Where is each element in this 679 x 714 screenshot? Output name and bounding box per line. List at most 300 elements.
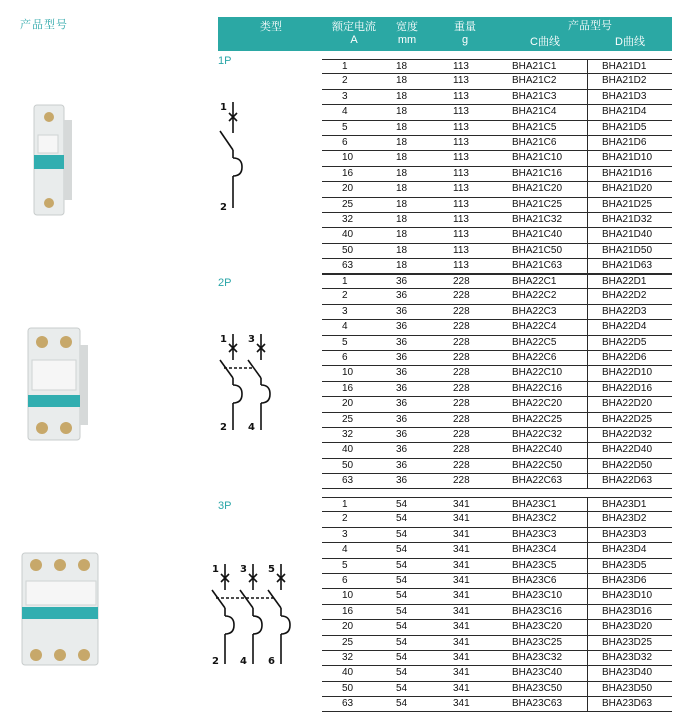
c-curve-model-cell: BHA21C20 — [512, 183, 563, 195]
column-separator — [587, 105, 588, 119]
c-curve-model-cell: BHA22C4 — [512, 321, 557, 333]
rated-current-cell: 5 — [342, 336, 348, 348]
width-cell: 18 — [396, 198, 408, 210]
table-row — [322, 428, 672, 443]
width-cell: 18 — [396, 260, 408, 272]
column-separator — [587, 305, 588, 319]
d-curve-model-cell: BHA22D1 — [602, 276, 647, 287]
c-curve-model-cell: BHA23C63 — [512, 698, 563, 710]
c-curve-model-cell: BHA23C40 — [512, 667, 563, 679]
column-separator — [587, 682, 588, 696]
column-separator — [587, 289, 588, 303]
rated-current-cell: 16 — [342, 605, 354, 617]
width-cell: 54 — [396, 574, 408, 586]
c-curve-model-cell: BHA23C25 — [512, 636, 563, 648]
weight-cell: 228 — [453, 290, 470, 302]
table-row — [322, 336, 672, 351]
weight-cell: 228 — [453, 382, 470, 394]
weight-cell: 341 — [453, 559, 470, 571]
d-curve-model-cell: BHA22D40 — [602, 444, 653, 456]
table-row — [322, 74, 672, 89]
column-separator — [587, 574, 588, 588]
c-curve-model-cell: BHA22C5 — [512, 336, 557, 348]
c-curve-model-cell: BHA21C1 — [512, 61, 557, 72]
weight-cell: 341 — [453, 698, 470, 710]
c-curve-model-cell: BHA21C6 — [512, 136, 557, 148]
rated-current-cell: 25 — [342, 636, 354, 648]
table-row — [322, 121, 672, 136]
column-separator — [587, 697, 588, 711]
header-c-curve: C曲线 — [530, 36, 560, 48]
rated-current-cell: 20 — [342, 621, 354, 633]
d-curve-model-cell: BHA23D1 — [602, 499, 647, 510]
rated-current-cell: 6 — [342, 574, 348, 586]
weight-cell: 113 — [453, 167, 469, 179]
c-curve-model-cell: BHA22C32 — [512, 428, 563, 440]
rated-current-cell: 40 — [342, 667, 354, 679]
table-row — [322, 497, 672, 512]
width-cell: 54 — [396, 621, 408, 633]
d-curve-model-cell: BHA23D25 — [602, 636, 653, 648]
d-curve-model-cell: BHA21D5 — [602, 121, 647, 133]
table-row — [322, 351, 672, 366]
table-row — [322, 636, 672, 651]
c-curve-model-cell: BHA21C2 — [512, 75, 557, 87]
header-type: 类型 — [260, 21, 282, 33]
d-curve-model-cell: BHA21D63 — [602, 260, 653, 272]
weight-cell: 341 — [453, 605, 470, 617]
rated-current-cell: 3 — [342, 90, 348, 102]
width-cell: 18 — [396, 61, 408, 72]
column-separator — [587, 182, 588, 196]
c-curve-model-cell: BHA23C1 — [512, 499, 557, 510]
table-row — [322, 213, 672, 228]
rated-current-cell: 4 — [342, 321, 348, 333]
width-cell: 36 — [396, 276, 408, 287]
weight-cell: 113 — [453, 75, 469, 87]
column-separator — [587, 413, 588, 427]
width-cell: 36 — [396, 459, 408, 471]
c-curve-model-cell: BHA23C20 — [512, 621, 563, 633]
c-curve-model-cell: BHA21C4 — [512, 106, 557, 118]
c-curve-model-cell: BHA21C10 — [512, 152, 563, 164]
weight-cell: 228 — [453, 398, 470, 410]
d-curve-model-cell: BHA22D2 — [602, 290, 647, 302]
d-curve-model-cell: BHA21D2 — [602, 75, 647, 87]
circuit-symbol-2p — [214, 330, 274, 435]
d-curve-model-cell: BHA21D3 — [602, 90, 647, 102]
rated-current-cell: 2 — [342, 513, 348, 525]
column-separator — [587, 397, 588, 411]
rated-current-cell: 4 — [342, 544, 348, 556]
column-separator — [587, 498, 588, 511]
weight-cell: 228 — [453, 475, 470, 487]
weight-cell: 228 — [453, 459, 470, 471]
table-row — [322, 459, 672, 474]
d-curve-model-cell: BHA21D40 — [602, 229, 653, 241]
table-row — [322, 105, 672, 120]
width-cell: 18 — [396, 152, 408, 164]
column-separator — [587, 512, 588, 526]
column-separator — [587, 459, 588, 473]
header-d-curve: D曲线 — [615, 36, 645, 48]
width-cell: 36 — [396, 428, 408, 440]
weight-cell: 228 — [453, 336, 470, 348]
weight-cell: 341 — [453, 590, 470, 602]
weight-cell: 113 — [453, 106, 469, 118]
c-curve-model-cell: BHA21C50 — [512, 244, 563, 256]
column-separator — [587, 60, 588, 73]
weight-cell: 341 — [453, 528, 470, 540]
c-curve-model-cell: BHA23C50 — [512, 682, 563, 694]
rated-current-cell: 2 — [342, 290, 348, 302]
width-cell: 54 — [396, 513, 408, 525]
rated-current-cell: 6 — [342, 351, 348, 363]
column-separator — [587, 275, 588, 288]
c-curve-model-cell: BHA22C10 — [512, 367, 563, 379]
column-separator — [587, 259, 588, 273]
breaker-3p-image — [16, 545, 106, 670]
d-curve-model-cell: BHA22D5 — [602, 336, 647, 348]
weight-cell: 341 — [453, 651, 470, 663]
c-curve-model-cell: BHA21C25 — [512, 198, 563, 210]
width-cell: 54 — [396, 559, 408, 571]
width-cell: 36 — [396, 305, 408, 317]
weight-cell: 113 — [453, 121, 469, 133]
weight-cell: 341 — [453, 682, 470, 694]
width-cell: 54 — [396, 499, 408, 510]
d-curve-model-cell: BHA21D10 — [602, 152, 653, 164]
d-curve-model-cell: BHA23D2 — [602, 513, 647, 525]
weight-cell: 341 — [453, 499, 470, 510]
header-model: 产品型号 — [568, 20, 612, 32]
table-1p — [322, 59, 672, 274]
rated-current-cell: 1 — [342, 61, 348, 72]
rated-current-cell: 63 — [342, 260, 354, 272]
c-curve-model-cell: BHA23C4 — [512, 544, 557, 556]
d-curve-model-cell: BHA22D10 — [602, 367, 653, 379]
rated-current-cell: 16 — [342, 382, 354, 394]
width-cell: 54 — [396, 605, 408, 617]
d-curve-model-cell: BHA22D63 — [602, 475, 653, 487]
rated-current-cell: 1 — [342, 499, 348, 510]
weight-cell: 113 — [453, 244, 469, 256]
table-row — [322, 443, 672, 458]
d-curve-model-cell: BHA23D4 — [602, 544, 647, 556]
width-cell: 18 — [396, 229, 408, 241]
weight-cell: 228 — [453, 413, 470, 425]
table-row — [322, 59, 672, 74]
d-curve-model-cell: BHA22D25 — [602, 413, 653, 425]
c-curve-model-cell: BHA23C6 — [512, 574, 557, 586]
rated-current-cell: 5 — [342, 559, 348, 571]
d-curve-model-cell: BHA22D20 — [602, 398, 653, 410]
c-curve-model-cell: BHA22C20 — [512, 398, 563, 410]
weight-cell: 113 — [453, 152, 469, 164]
d-curve-model-cell: BHA22D3 — [602, 305, 647, 317]
table-3p — [322, 497, 672, 712]
weight-cell: 341 — [453, 544, 470, 556]
weight-cell: 113 — [453, 183, 469, 195]
d-curve-model-cell: BHA21D4 — [602, 106, 647, 118]
table-row — [322, 589, 672, 604]
rated-current-cell: 10 — [342, 590, 354, 602]
rated-current-cell: 10 — [342, 152, 354, 164]
rated-current-cell: 3 — [342, 528, 348, 540]
column-separator — [587, 151, 588, 165]
table-row — [322, 151, 672, 166]
table-row — [322, 182, 672, 197]
d-curve-model-cell: BHA21D50 — [602, 244, 653, 256]
table-row — [322, 682, 672, 697]
terminal-3p-4: 4 — [240, 656, 247, 667]
rated-current-cell: 25 — [342, 198, 354, 210]
width-cell: 36 — [396, 444, 408, 456]
pole-label-3p: 3P — [218, 500, 232, 512]
table-row — [322, 167, 672, 182]
column-separator — [587, 543, 588, 557]
weight-cell: 341 — [453, 636, 470, 648]
terminal-2p-2: 2 — [220, 422, 227, 433]
width-cell: 36 — [396, 398, 408, 410]
weight-cell: 341 — [453, 667, 470, 679]
table-row — [322, 244, 672, 259]
d-curve-model-cell: BHA23D32 — [602, 651, 653, 663]
column-separator — [587, 121, 588, 135]
breaker-1p-image — [28, 95, 76, 220]
table-row — [322, 574, 672, 589]
c-curve-model-cell: BHA23C16 — [512, 605, 563, 617]
table-row — [322, 289, 672, 304]
terminal-3p-2: 2 — [212, 656, 219, 667]
width-cell: 18 — [396, 90, 408, 102]
rated-current-cell: 1 — [342, 276, 348, 287]
circuit-symbol-1p — [214, 98, 254, 213]
table-row — [322, 228, 672, 243]
rated-current-cell: 50 — [342, 682, 354, 694]
column-separator — [587, 651, 588, 665]
width-cell: 36 — [396, 290, 408, 302]
d-curve-model-cell: BHA21D1 — [602, 61, 647, 72]
column-separator — [587, 90, 588, 104]
d-curve-model-cell: BHA22D32 — [602, 428, 653, 440]
column-separator — [587, 351, 588, 365]
table-row — [322, 136, 672, 151]
column-separator — [587, 366, 588, 380]
c-curve-model-cell: BHA23C2 — [512, 513, 557, 525]
table-row — [322, 605, 672, 620]
table-row — [322, 320, 672, 335]
weight-cell: 228 — [453, 276, 470, 287]
width-cell: 54 — [396, 667, 408, 679]
rated-current-cell: 63 — [342, 475, 354, 487]
d-curve-model-cell: BHA23D10 — [602, 590, 653, 602]
width-cell: 54 — [396, 544, 408, 556]
rated-current-cell: 40 — [342, 444, 354, 456]
c-curve-model-cell: BHA23C10 — [512, 590, 563, 602]
width-cell: 36 — [396, 382, 408, 394]
c-curve-model-cell: BHA22C25 — [512, 413, 563, 425]
header-weight: 重量 g — [454, 21, 476, 46]
width-cell: 18 — [396, 136, 408, 148]
d-curve-model-cell: BHA23D40 — [602, 667, 653, 679]
table-row — [322, 90, 672, 105]
width-cell: 18 — [396, 183, 408, 195]
page-title: 产品型号 — [20, 19, 68, 31]
column-separator — [587, 605, 588, 619]
c-curve-model-cell: BHA21C3 — [512, 90, 557, 102]
table-row — [322, 259, 672, 274]
d-curve-model-cell: BHA21D20 — [602, 183, 653, 195]
terminal-3p-6: 6 — [268, 656, 275, 667]
rated-current-cell: 32 — [342, 428, 354, 440]
weight-cell: 113 — [453, 61, 469, 72]
terminal-1p-top: 1 — [220, 102, 227, 113]
weight-cell: 113 — [453, 229, 469, 241]
rated-current-cell: 16 — [342, 167, 354, 179]
terminal-2p-1: 1 — [220, 334, 227, 345]
weight-cell: 228 — [453, 444, 470, 456]
d-curve-model-cell: BHA23D50 — [602, 682, 653, 694]
width-cell: 18 — [396, 167, 408, 179]
width-cell: 18 — [396, 213, 408, 225]
table-row — [322, 543, 672, 558]
column-separator — [587, 228, 588, 242]
terminal-3p-3: 3 — [240, 564, 247, 575]
rated-current-cell: 20 — [342, 183, 354, 195]
rated-current-cell: 20 — [342, 398, 354, 410]
weight-cell: 113 — [453, 136, 469, 148]
header-width: 宽度 mm — [396, 21, 418, 46]
table-row — [322, 274, 672, 289]
rated-current-cell: 63 — [342, 698, 354, 710]
c-curve-model-cell: BHA22C1 — [512, 276, 557, 287]
width-cell: 36 — [396, 351, 408, 363]
width-cell: 36 — [396, 413, 408, 425]
rated-current-cell: 50 — [342, 244, 354, 256]
weight-cell: 228 — [453, 367, 470, 379]
rated-current-cell: 6 — [342, 136, 348, 148]
c-curve-model-cell: BHA22C40 — [512, 444, 563, 456]
d-curve-model-cell: BHA22D6 — [602, 351, 647, 363]
c-curve-model-cell: BHA23C5 — [512, 559, 557, 571]
table-row — [322, 666, 672, 681]
rated-current-cell: 25 — [342, 413, 354, 425]
terminal-1p-bottom: 2 — [220, 202, 227, 213]
column-separator — [587, 244, 588, 258]
weight-cell: 113 — [453, 198, 469, 210]
c-curve-model-cell: BHA22C16 — [512, 382, 563, 394]
d-curve-model-cell: BHA23D3 — [602, 528, 647, 540]
weight-cell: 341 — [453, 621, 470, 633]
c-curve-model-cell: BHA22C6 — [512, 351, 557, 363]
column-separator — [587, 528, 588, 542]
rated-current-cell: 32 — [342, 651, 354, 663]
c-curve-model-cell: BHA22C50 — [512, 459, 563, 471]
width-cell: 36 — [396, 336, 408, 348]
circuit-symbol-3p — [206, 560, 300, 670]
table-row — [322, 697, 672, 712]
width-cell: 36 — [396, 475, 408, 487]
weight-cell: 113 — [453, 213, 469, 225]
column-separator — [587, 382, 588, 396]
width-cell: 18 — [396, 106, 408, 118]
column-separator — [587, 559, 588, 573]
terminal-3p-1: 1 — [212, 564, 219, 575]
weight-cell: 228 — [453, 351, 470, 363]
width-cell: 18 — [396, 244, 408, 256]
weight-cell: 113 — [453, 90, 469, 102]
column-separator — [587, 198, 588, 212]
c-curve-model-cell: BHA21C16 — [512, 167, 563, 179]
column-separator — [587, 74, 588, 88]
column-separator — [587, 336, 588, 350]
header-rated-current: 额定电流 A — [332, 21, 376, 46]
table-row — [322, 397, 672, 412]
table-header — [218, 17, 672, 51]
c-curve-model-cell: BHA21C32 — [512, 213, 563, 225]
width-cell: 18 — [396, 75, 408, 87]
weight-cell: 228 — [453, 428, 470, 440]
table-2p — [322, 274, 672, 489]
d-curve-model-cell: BHA22D4 — [602, 321, 647, 333]
table-row — [322, 512, 672, 527]
column-separator — [587, 589, 588, 603]
d-curve-model-cell: BHA21D32 — [602, 213, 653, 225]
c-curve-model-cell: BHA21C5 — [512, 121, 557, 133]
table-row — [322, 198, 672, 213]
weight-cell: 228 — [453, 305, 470, 317]
c-curve-model-cell: BHA22C3 — [512, 305, 557, 317]
column-separator — [587, 620, 588, 634]
table-row — [322, 305, 672, 320]
c-curve-model-cell: BHA23C32 — [512, 651, 563, 663]
width-cell: 54 — [396, 682, 408, 694]
width-cell: 36 — [396, 321, 408, 333]
c-curve-model-cell: BHA21C63 — [512, 260, 563, 272]
d-curve-model-cell: BHA21D6 — [602, 136, 647, 148]
c-curve-model-cell: BHA22C63 — [512, 475, 563, 487]
d-curve-model-cell: BHA23D16 — [602, 605, 653, 617]
rated-current-cell: 32 — [342, 213, 354, 225]
d-curve-model-cell: BHA23D6 — [602, 574, 647, 586]
c-curve-model-cell: BHA21C40 — [512, 229, 563, 241]
pole-label-2p: 2P — [218, 277, 232, 289]
table-row — [322, 413, 672, 428]
breaker-2p-image — [22, 320, 92, 445]
d-curve-model-cell: BHA23D63 — [602, 698, 653, 710]
c-curve-model-cell: BHA22C2 — [512, 290, 557, 302]
terminal-2p-3: 3 — [248, 334, 255, 345]
rated-current-cell: 5 — [342, 121, 348, 133]
column-separator — [587, 443, 588, 457]
column-separator — [587, 136, 588, 150]
d-curve-model-cell: BHA22D50 — [602, 459, 653, 471]
rated-current-cell: 10 — [342, 367, 354, 379]
table-row — [322, 382, 672, 397]
rated-current-cell: 50 — [342, 459, 354, 471]
terminal-3p-5: 5 — [268, 564, 275, 575]
rated-current-cell: 2 — [342, 75, 348, 87]
column-separator — [587, 428, 588, 442]
rated-current-cell: 4 — [342, 106, 348, 118]
table-row — [322, 528, 672, 543]
width-cell: 54 — [396, 590, 408, 602]
column-separator — [587, 320, 588, 334]
d-curve-model-cell: BHA21D25 — [602, 198, 653, 210]
table-row — [322, 651, 672, 666]
d-curve-model-cell: BHA23D20 — [602, 621, 653, 633]
